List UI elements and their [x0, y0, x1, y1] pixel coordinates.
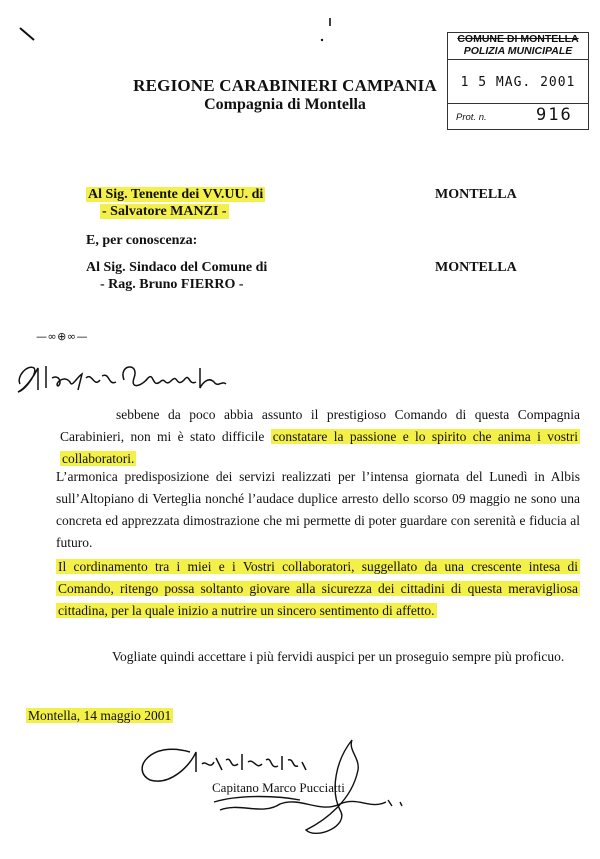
signatory-name: Capitano Marco Pucciatti [212, 780, 345, 795]
svg-text:Illustre Comandante,: Illustre Comandante, [12, 354, 21, 355]
addressee-primary-line2: - Salvatore MANZI - [102, 204, 227, 219]
protocol-number: 916 [536, 105, 573, 125]
addressee-primary-line1: Al Sig. Tenente dei VV.UU. di [88, 187, 264, 202]
place-date: Montella, 14 maggio 2001 [28, 708, 172, 723]
addressee-secondary-city: MONTELLA [435, 260, 517, 275]
stamp-protocol-row [448, 103, 588, 128]
letterhead-title: REGIONE CARABINIERI CAMPANIA [133, 76, 437, 95]
body-paragraph-4: Vogliate quindi accettare i più fervidi auspici per un proseguio sempre più proficuo. [112, 649, 565, 664]
body-paragraph-1: sebbene da poco abbia assunto il prestigioso Comando di questa Compagnia Carabinieri, non mi è stato difficile constatare la passione e lo spirito che anima i vostri collaboratori. [60, 407, 580, 466]
addressee-secondary-line2: - Rag. Bruno FIERRO - [100, 277, 244, 292]
protocol-stamp [447, 32, 589, 130]
separator-ornament: —∞⊕∞— [36, 330, 89, 343]
stamp-department: POLIZIA MUNICIPALE [448, 45, 588, 60]
body-paragraph-3: Il cordinamento tra i miei e i Vostri collaboratori, suggellato da una crescente intesa di Comando, ritengo possa soltanto giovare alla sicurezza dei cittadini di questa meravigliosa cittadina, per la quale inizio a nutrire un sincero sentimento di affetto. [58, 559, 578, 618]
stamp-office: COMUNE DI MONTELLA [457, 33, 579, 45]
letterhead-subtitle: Compagnia di Montella [204, 96, 366, 113]
handwritten-salutation [12, 354, 232, 398]
addressee-secondary-line1: Al Sig. Sindaco del Comune di [86, 260, 268, 275]
stamp-date: 1 5 MAG. 2001 [460, 75, 576, 90]
addressee-primary-city: MONTELLA [435, 187, 517, 202]
svg-text:Distinti saluti,: Distinti saluti, [130, 730, 136, 731]
salutation-scribble [12, 354, 232, 398]
body-paragraph-2: L’armonica predisposizione dei servizi realizzati per l’intensa giornata del Lunedì in Albis sull’Altopiano di Verteglia nonché l’audace duplice arresto dello scorso 09 maggio ne sono una concreta ed apprezzata dimostrazione che mi permette di poter guardare con serenità e fiducia al futuro. [56, 469, 580, 550]
pen-mark [14, 14, 344, 54]
cc-label: E, per conoscenza: [86, 233, 198, 248]
protocol-label: Prot. n. [456, 112, 487, 123]
